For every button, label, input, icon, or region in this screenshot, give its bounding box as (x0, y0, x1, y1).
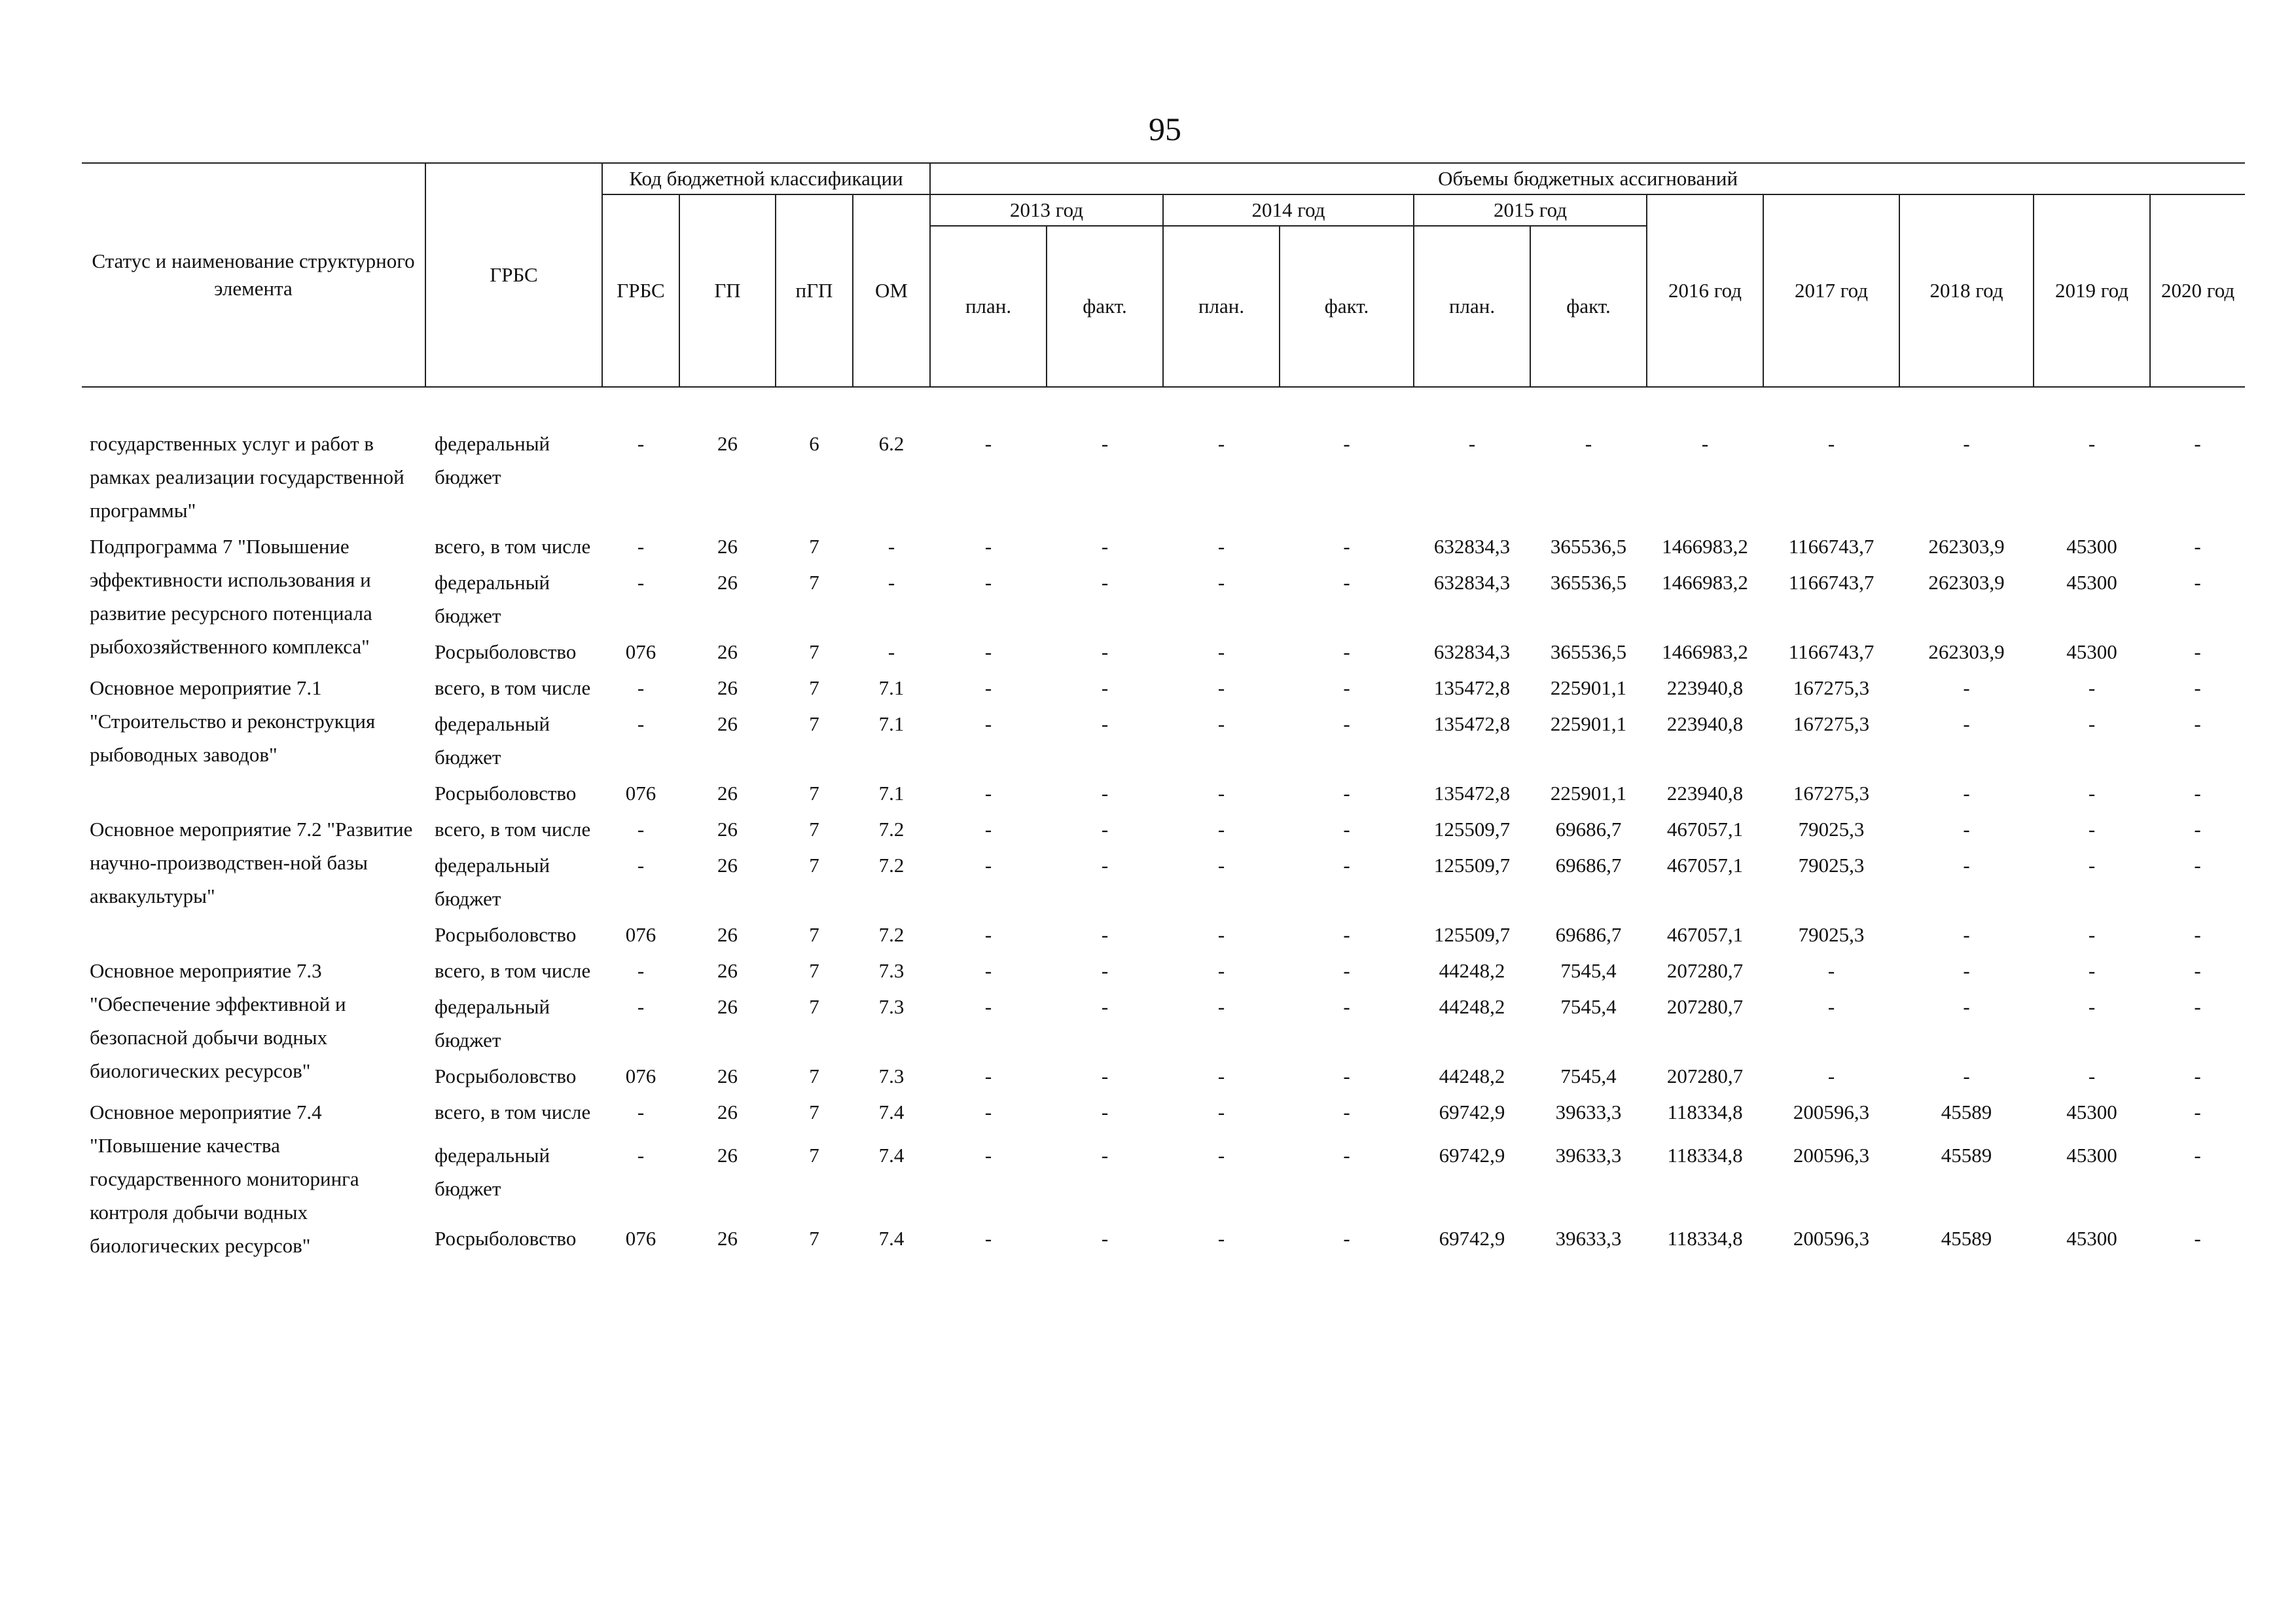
table-cell: 1466983,2 (1662, 640, 1748, 663)
table-cell: - (984, 712, 992, 735)
row-status-name: государственных услуг и работ в рамках реализации государственной программы" (90, 432, 404, 522)
row-grbs-label: федеральный бюджет (435, 432, 550, 488)
table-cell: 45589 (1941, 1143, 1992, 1167)
table-cell: 26 (717, 432, 738, 455)
table-cell: - (984, 1065, 992, 1087)
table-cell: 135472,8 (1433, 676, 1511, 699)
table-cell: 467057,1 (1666, 854, 1744, 877)
row-grbs-label: федеральный бюджет (435, 712, 550, 769)
table-cell: - (1963, 959, 1970, 982)
table-cell: - (1101, 959, 1109, 982)
table-cell: 076 (625, 640, 656, 663)
table-cell: - (1217, 959, 1225, 982)
header-plan-2013: план. (930, 226, 1047, 387)
table-cell: 118334,8 (1667, 1143, 1743, 1167)
table-cell: 167275,3 (1793, 712, 1870, 735)
table-cell: - (1827, 995, 1835, 1018)
table-cell: 1166743,7 (1788, 535, 1874, 558)
row-grbs-label: всего, в том числе (435, 676, 591, 699)
row-grbs-label: Росрыболовство (435, 1065, 577, 1087)
table-cell: 44248,2 (1439, 995, 1505, 1018)
table-cell: - (2088, 782, 2096, 805)
table-cell: - (1217, 818, 1225, 841)
header-plan-2014: план. (1163, 226, 1280, 387)
table-cell: 26 (717, 959, 738, 982)
table-cell: - (1963, 1065, 1970, 1087)
table-cell: 7.1 (878, 712, 905, 735)
row-grbs-label: федеральный бюджет (435, 571, 550, 627)
table-cell: - (637, 1143, 645, 1167)
table-cell: - (637, 818, 645, 841)
table-cell: - (1343, 923, 1350, 946)
table-cell: - (1343, 959, 1350, 982)
header-year-2014: 2014 год (1163, 194, 1414, 226)
row-status-name: Основное мероприятие 7.2 "Развитие научно-производствен-ной базы аквакультуры" (90, 818, 413, 907)
table-cell: - (1101, 1143, 1109, 1167)
table-cell: - (1217, 1065, 1225, 1087)
row-status-name: Основное мероприятие 7.3 "Обеспечение эффективной и безопасной добычи водных биологических ресурсов" (90, 959, 346, 1082)
table-cell: 632834,3 (1433, 571, 1511, 594)
table-cell: - (1963, 712, 1970, 735)
table-cell: - (984, 535, 992, 558)
table-cell: - (1343, 432, 1350, 455)
table-cell: - (637, 854, 645, 877)
table-cell: 7.1 (878, 782, 905, 805)
table-cell: - (637, 959, 645, 982)
table-cell: - (1217, 923, 1225, 946)
table-cell: 7 (809, 571, 819, 594)
table-cell: - (2194, 1227, 2201, 1250)
table-cell: 7.2 (878, 818, 905, 841)
table-cell: 7.3 (878, 1065, 905, 1087)
table-cell: 7 (809, 923, 819, 946)
table-cell: 223940,8 (1666, 676, 1744, 699)
table-cell: - (2088, 854, 2096, 877)
table-cell: - (1468, 432, 1476, 455)
table-cell: 44248,2 (1439, 1065, 1505, 1087)
table-cell: 26 (717, 535, 738, 558)
table-cell: - (1217, 1227, 1225, 1250)
table-cell: 223940,8 (1666, 782, 1744, 805)
table-cell: - (984, 676, 992, 699)
table-cell: 45589 (1941, 1227, 1992, 1250)
table-cell: - (2194, 782, 2201, 805)
table-cell: - (2194, 1101, 2201, 1123)
table-cell: - (2194, 959, 2201, 982)
table-cell: 262303,9 (1928, 535, 2005, 558)
table-cell: 365536,5 (1550, 535, 1627, 558)
table-cell: 207280,7 (1666, 959, 1744, 982)
table-cell: - (2088, 1065, 2096, 1087)
table-cell: 1466983,2 (1662, 535, 1748, 558)
table-header (82, 163, 2245, 387)
table-cell: - (1217, 571, 1225, 594)
table-cell: 632834,3 (1433, 640, 1511, 663)
table-cell: 076 (625, 1227, 656, 1250)
table-cell: 69686,7 (1555, 818, 1622, 841)
table-cell: - (1217, 995, 1225, 1018)
table-cell: - (984, 782, 992, 805)
table-cell: - (1343, 676, 1350, 699)
table-cell: - (984, 818, 992, 841)
table-cell: 1166743,7 (1788, 640, 1874, 663)
table-cell: - (1963, 854, 1970, 877)
table-cell: - (1217, 712, 1225, 735)
table-cell: - (2088, 818, 2096, 841)
table-cell: 6 (809, 432, 819, 455)
table-cell: 076 (625, 923, 656, 946)
table-cell: 200596,3 (1793, 1227, 1870, 1250)
table-cell: 7 (809, 995, 819, 1018)
table-cell: - (2194, 854, 2201, 877)
table-cell: 45589 (1941, 1101, 1992, 1123)
table-cell: - (1343, 571, 1350, 594)
table-cell: - (1343, 1227, 1350, 1250)
row-grbs-label: всего, в том числе (435, 1101, 591, 1123)
table-cell: - (984, 1101, 992, 1123)
header-year-2016: 2016 год (1647, 194, 1763, 387)
table-cell: 45300 (2066, 1227, 2117, 1250)
table-cell: 69686,7 (1555, 923, 1622, 946)
table-cell: 7.4 (878, 1227, 905, 1250)
row-grbs-label: федеральный бюджет (435, 854, 550, 910)
table-cell: 467057,1 (1666, 818, 1744, 841)
table-cell: - (2194, 1065, 2201, 1087)
table-cell: - (1343, 1101, 1350, 1123)
table-cell: 45300 (2066, 535, 2117, 558)
table-cell: 26 (717, 1143, 738, 1167)
table-cell: 262303,9 (1928, 640, 2005, 663)
table-cell: 223940,8 (1666, 712, 1744, 735)
table-cell: 365536,5 (1550, 571, 1627, 594)
table-cell: 7.4 (878, 1143, 905, 1167)
table-cell: - (1585, 432, 1592, 455)
table-cell: 7 (809, 676, 819, 699)
table-cell: 7 (809, 640, 819, 663)
table-cell: 7 (809, 854, 819, 877)
table-cell: - (984, 959, 992, 982)
table-cell: 39633,3 (1555, 1227, 1622, 1250)
table-cell: 118334,8 (1667, 1101, 1743, 1123)
table-cell: 26 (717, 676, 738, 699)
budget-table (82, 162, 2245, 1262)
table-cell: - (1343, 1143, 1350, 1167)
table-cell: 7.2 (878, 923, 905, 946)
header-fact-2013: факт. (1047, 226, 1163, 387)
row-grbs-label: Росрыболовство (435, 640, 577, 663)
table-cell: 26 (717, 923, 738, 946)
table-cell: 135472,8 (1433, 782, 1511, 805)
table-cell: - (1217, 1143, 1225, 1167)
table-cell: - (1101, 676, 1109, 699)
table-cell: - (1343, 535, 1350, 558)
table-cell: - (2194, 995, 2201, 1018)
table-cell: 26 (717, 1227, 738, 1250)
table-cell: 7.2 (878, 854, 905, 877)
table-cell: - (1101, 923, 1109, 946)
table-cell: - (984, 923, 992, 946)
table-cell: - (1217, 432, 1225, 455)
header-code-pgp: пГП (776, 194, 853, 387)
row-grbs-label: всего, в том числе (435, 959, 591, 982)
table-cell: 118334,8 (1667, 1227, 1743, 1250)
table-cell: - (1101, 535, 1109, 558)
table-cell: - (1963, 818, 1970, 841)
table-cell: 262303,9 (1928, 571, 2005, 594)
table-cell: - (1343, 640, 1350, 663)
table-cell: 79025,3 (1798, 923, 1865, 946)
table-cell: - (2088, 923, 2096, 946)
table-cell: - (984, 1227, 992, 1250)
row-grbs-label: всего, в том числе (435, 818, 591, 841)
table-cell: 7 (809, 535, 819, 558)
table-cell: 7.3 (878, 995, 905, 1018)
table-cell: - (1343, 712, 1350, 735)
table-cell: 7 (809, 1143, 819, 1167)
table-cell: - (2194, 535, 2201, 558)
table-cell: 225901,1 (1550, 676, 1627, 699)
table-cell: 69742,9 (1439, 1227, 1505, 1250)
table-cell: - (984, 854, 992, 877)
header-budget-code-group: Код бюджетной классификации (602, 163, 930, 194)
table-cell: - (1101, 995, 1109, 1018)
table-cell: 7545,4 (1560, 959, 1617, 982)
table-cell: - (1101, 712, 1109, 735)
table-cell: 7.1 (878, 676, 905, 699)
table-cell: 26 (717, 854, 738, 877)
row-status-name: Основное мероприятие 7.4 "Повышение качества государственного мониторинга контроля добычи водных биологических ресурсов" (90, 1101, 359, 1257)
table-cell: 1466983,2 (1662, 571, 1748, 594)
table-cell: - (2088, 995, 2096, 1018)
table-cell: - (2194, 923, 2201, 946)
table-row (82, 1093, 2245, 1136)
table-cell: 7545,4 (1560, 1065, 1617, 1087)
table-cell: - (1827, 432, 1835, 455)
row-status-name: Подпрограмма 7 "Повышение эффективности использования и развитие ресурсного потенциала рыбохозяйственного комплекса" (90, 535, 372, 658)
table-cell: 125509,7 (1433, 818, 1511, 841)
table-cell: 225901,1 (1550, 782, 1627, 805)
table-cell: - (1963, 782, 1970, 805)
row-grbs-label: Росрыболовство (435, 923, 577, 946)
table-cell: 45300 (2066, 1143, 2117, 1167)
row-grbs-label: федеральный бюджет (435, 995, 550, 1051)
table-cell: - (637, 432, 645, 455)
table-cell: - (1101, 1101, 1109, 1123)
table-cell: 26 (717, 818, 738, 841)
table-cell: - (984, 432, 992, 455)
table-cell: - (1101, 1227, 1109, 1250)
table-cell: - (1217, 676, 1225, 699)
table-cell: 26 (717, 995, 738, 1018)
table-cell: 076 (625, 1065, 656, 1087)
table-cell: 467057,1 (1666, 923, 1744, 946)
table-cell: - (1101, 571, 1109, 594)
table-cell: 7 (809, 782, 819, 805)
table-cell: 7 (809, 1227, 819, 1250)
table-cell: - (984, 571, 992, 594)
table-cell: 26 (717, 782, 738, 805)
table-cell: - (1343, 818, 1350, 841)
table-cell: - (1101, 818, 1109, 841)
header-code-grbs: ГРБС (602, 194, 679, 387)
table-cell: - (1217, 854, 1225, 877)
table-cell: - (1217, 782, 1225, 805)
table-cell: 44248,2 (1439, 959, 1505, 982)
table-row (82, 424, 2245, 527)
header-year-2015: 2015 год (1414, 194, 1647, 226)
table-cell: 39633,3 (1555, 1101, 1622, 1123)
table-cell: 69742,9 (1439, 1143, 1505, 1167)
table-cell: 45300 (2066, 1101, 2117, 1123)
table-cell: - (2194, 1143, 2201, 1167)
table-cell: - (1827, 959, 1835, 982)
table-cell: 26 (717, 1101, 738, 1123)
table-cell: - (1963, 995, 1970, 1018)
table-cell: - (2194, 640, 2201, 663)
table-cell: 167275,3 (1793, 782, 1870, 805)
table-cell: - (1101, 1065, 1109, 1087)
table-cell: - (1963, 432, 1970, 455)
header-year-2017: 2017 год (1763, 194, 1899, 387)
table-cell: - (637, 995, 645, 1018)
table-cell: 7.3 (878, 959, 905, 982)
table-cell: 632834,3 (1433, 535, 1511, 558)
table-cell: 7545,4 (1560, 995, 1617, 1018)
table-cell: 7.4 (878, 1101, 905, 1123)
table-cell: 26 (717, 712, 738, 735)
table-cell: - (2088, 959, 2096, 982)
table-cell: - (1101, 432, 1109, 455)
table-cell: 225901,1 (1550, 712, 1627, 735)
table-cell: - (2088, 712, 2096, 735)
row-grbs-label: Росрыболовство (435, 1227, 577, 1250)
table-row (82, 668, 2245, 704)
row-status-name: Основное мероприятие 7.1 "Строительство и реконструкция рыбоводных заводов" (90, 676, 376, 766)
table-cell: - (1343, 1065, 1350, 1087)
table-cell: - (2194, 571, 2201, 594)
table-cell: - (984, 640, 992, 663)
table-cell: - (1343, 854, 1350, 877)
header-plan-2015: план. (1414, 226, 1530, 387)
table-cell: 26 (717, 640, 738, 663)
header-year-2013: 2013 год (930, 194, 1163, 226)
table-cell: 207280,7 (1666, 995, 1744, 1018)
table-cell: - (1217, 1101, 1225, 1123)
table-cell: - (888, 535, 895, 558)
table-cell: - (1217, 640, 1225, 663)
table-row (82, 527, 2245, 563)
header-status-name: Статус и наименование структурного элемента (82, 163, 425, 387)
table-cell: 076 (625, 782, 656, 805)
table-cell: 26 (717, 1065, 738, 1087)
header-allocations-group: Объемы бюджетных ассигнований (930, 163, 2245, 194)
table-cell: 39633,3 (1555, 1143, 1622, 1167)
header-fact-2014: факт. (1280, 226, 1414, 387)
table-cell: - (2194, 676, 2201, 699)
table-cell: 6.2 (878, 432, 905, 455)
table-cell: 1166743,7 (1788, 571, 1874, 594)
table-cell: - (1101, 640, 1109, 663)
page-number: 95 (1149, 111, 1181, 147)
table-cell: 7 (809, 959, 819, 982)
table-cell: - (2194, 712, 2201, 735)
header-code-om: ОМ (853, 194, 930, 387)
row-grbs-label: Росрыболовство (435, 782, 577, 805)
table-cell: 7 (809, 818, 819, 841)
table-cell: 7 (809, 1065, 819, 1087)
table-cell: 200596,3 (1793, 1143, 1870, 1167)
table-cell: - (637, 676, 645, 699)
header-grbs: ГРБС (425, 163, 602, 387)
header-year-2020: 2020 год (2150, 194, 2245, 387)
table-cell: 79025,3 (1798, 818, 1865, 841)
table-cell: - (1827, 1065, 1835, 1087)
table-cell: 365536,5 (1550, 640, 1627, 663)
table-cell: 125509,7 (1433, 923, 1511, 946)
table-cell: - (888, 640, 895, 663)
table-cell: - (637, 535, 645, 558)
table-cell: - (637, 571, 645, 594)
table-cell: 45300 (2066, 640, 2117, 663)
table-cell: - (984, 1143, 992, 1167)
table-cell: - (1963, 923, 1970, 946)
table-cell: 135472,8 (1433, 712, 1511, 735)
table-cell: - (2194, 818, 2201, 841)
table-cell: - (1101, 782, 1109, 805)
table-cell: 69686,7 (1555, 854, 1622, 877)
table-row (82, 951, 2245, 987)
table-cell: - (637, 712, 645, 735)
table-body (82, 387, 2245, 1262)
table-cell: - (1701, 432, 1709, 455)
table-cell: - (2088, 432, 2096, 455)
table-cell: 69742,9 (1439, 1101, 1505, 1123)
table-cell: 167275,3 (1793, 676, 1870, 699)
table-row (82, 810, 2245, 846)
table-cell: 207280,7 (1666, 1065, 1744, 1087)
table-cell: - (637, 1101, 645, 1123)
table-cell: - (1101, 854, 1109, 877)
table-cell: 45300 (2066, 571, 2117, 594)
table-cell: - (1343, 782, 1350, 805)
header-fact-2015: факт. (1530, 226, 1647, 387)
row-grbs-label: всего, в том числе (435, 535, 591, 558)
table-cell: 79025,3 (1798, 854, 1865, 877)
header-year-2019: 2019 год (2034, 194, 2150, 387)
table-cell: 125509,7 (1433, 854, 1511, 877)
table-cell: 26 (717, 571, 738, 594)
table-cell: - (2194, 432, 2201, 455)
table-cell: - (888, 571, 895, 594)
table-cell: - (984, 995, 992, 1018)
table-cell: 7 (809, 712, 819, 735)
header-code-gp: ГП (679, 194, 776, 387)
table-cell: - (2088, 676, 2096, 699)
table-cell: 7 (809, 1101, 819, 1123)
table-cell: - (1343, 995, 1350, 1018)
table-cell: 200596,3 (1793, 1101, 1870, 1123)
header-year-2018: 2018 год (1899, 194, 2034, 387)
row-grbs-label: федеральный бюджет (435, 1143, 550, 1200)
table-cell: - (1963, 676, 1970, 699)
table-cell: - (1217, 535, 1225, 558)
